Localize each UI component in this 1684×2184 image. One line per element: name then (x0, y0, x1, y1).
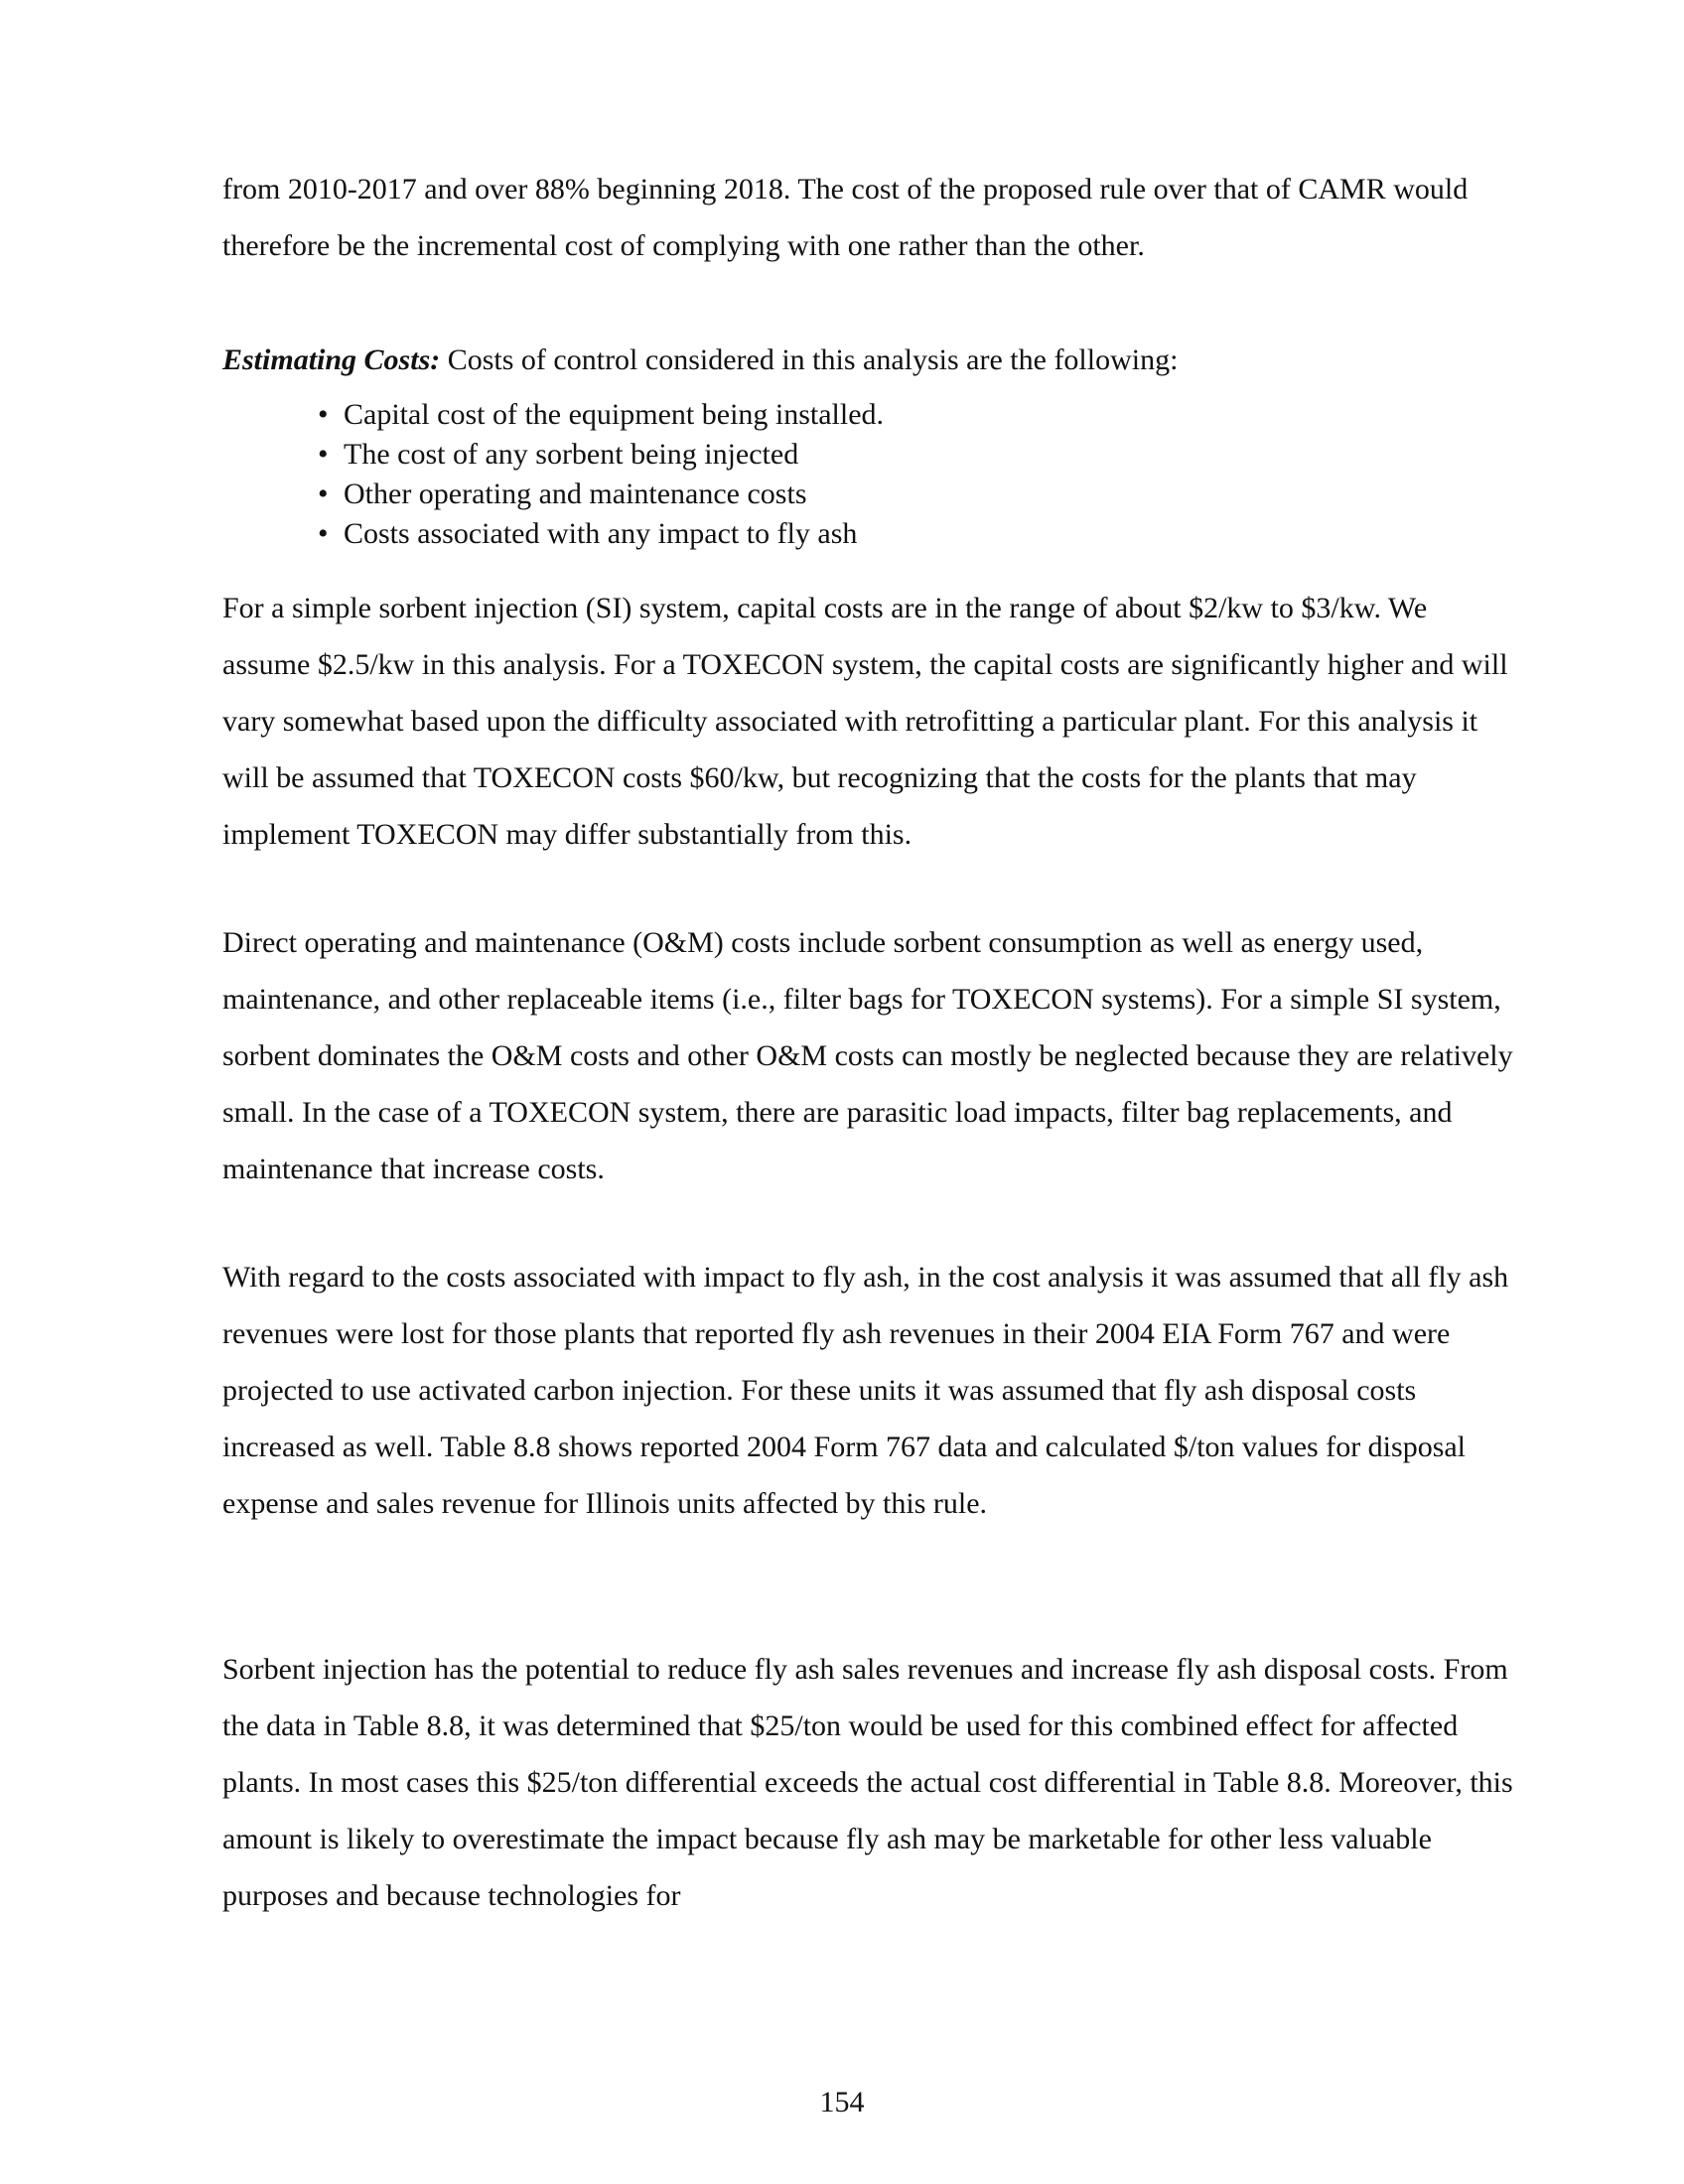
list-item: • The cost of any sorbent being injected (318, 435, 884, 475)
page-number: 154 (819, 2086, 865, 2118)
paragraph-om-costs: Direct operating and maintenance (O&M) costs include sorbent consumption as well as energy used, maintenance, and other replaceable items (i.e., filter bags for TOXECON systems). For a simple SI system, sorbent dominates the O&M costs and other O&M costs can mostly be neglected because they are relatively small. In the case of a TOXECON system, there are parasitic load impacts, filter bag replacements, and maintenance that increase costs. (222, 926, 1513, 1185)
paragraph-estimating-costs (222, 332, 1513, 388)
list-item: • Other operating and maintenance costs (318, 475, 884, 514)
paragraph-capital-costs: For a simple sorbent injection (SI) system, capital costs are in the range of about $2/kw to $3/kw. We assume $2.5/kw in this analysis. For a TOXECON system, the capital costs are significantly higher and will vary somewhat based upon the difficulty associated with retrofitting a particular plant. For this analysis it will be assumed that TOXECON costs $60/kw, but recognizing that the costs for the plants that may implement TOXECON may differ substantially from this. (222, 592, 1508, 851)
cost-items-list (318, 395, 884, 554)
paragraph-fly-ash-impact: With regard to the costs associated with impact to fly ash, in the cost analysis it was assumed that all fly ash revenues were lost for those plants that reported fly ash revenues in their 2004 EIA Form 767 and were projected to use activated carbon injection. For these units it was assumed that fly ash disposal costs increased as well. Table 8.8 shows reported 2004 Form 767 data and calculated $/ton values for disposal expense and sales revenue for Illinois units affected by this rule. (222, 1261, 1509, 1520)
list-item: • Capital cost of the equipment being installed. (318, 395, 884, 435)
list-item: • Costs associated with any impact to fly ash (318, 514, 884, 554)
estimating-costs-intro: Costs of control considered in this analysis are the following: (440, 343, 1179, 376)
paragraph-sorbent-injection: Sorbent injection has the potential to reduce fly ash sales revenues and increase fly ash disposal costs. From the data in Table 8.8, it was determined that $25/ton would be used for this combined effect for affected plants. In most cases this $25/ton differential exceeds the actual cost differential in Table 8.8. Moreover, this amount is likely to overestimate the impact because fly ash may be marketable for other less valuable purposes and because technologies for (222, 1653, 1513, 1912)
paragraph-camr-comparison: from 2010-2017 and over 88% beginning 2018. The cost of the proposed rule over that of CAMR would therefore be the incremental cost of complying with one rather than the other. (222, 173, 1469, 262)
estimating-costs-heading: Estimating Costs: (222, 343, 441, 376)
